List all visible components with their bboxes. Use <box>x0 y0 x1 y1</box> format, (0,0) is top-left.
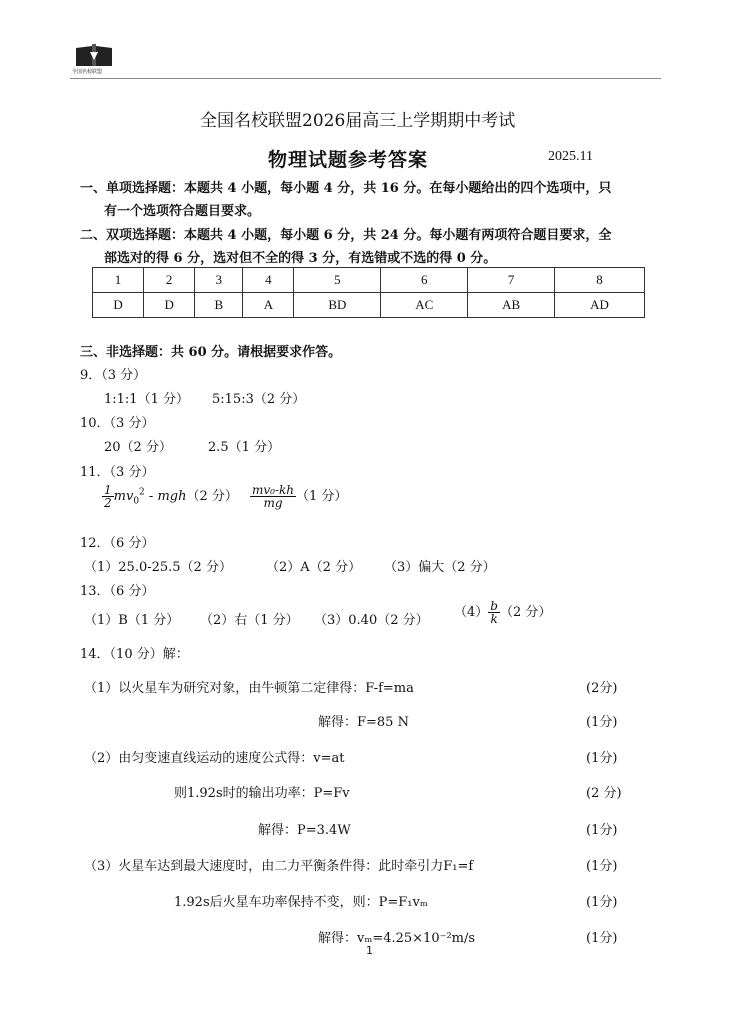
exam-title: 全国名校联盟2026届高三上学期期中考试 <box>200 111 516 131</box>
q14-step-score: (2 分) <box>586 786 622 801</box>
table-cell: 6 <box>381 268 468 293</box>
page-number: 1 <box>366 944 373 957</box>
q12-answer3: （3）偏大（2 分） <box>384 560 496 575</box>
q14-step-text: （1）以火星车为研究对象，由牛顿第二定律得：F-f=ma <box>84 681 414 696</box>
q9-answer2: 5:15:3（2 分） <box>212 392 306 407</box>
q14-label: 14．（10 分）解： <box>80 647 189 662</box>
table-cell: AB <box>468 293 555 318</box>
q14-step-score: (1分) <box>586 895 618 910</box>
table-row <box>93 293 645 318</box>
q10-label: 10．（3 分） <box>80 416 155 431</box>
section3-heading: 三、非选择题：共 60 分。请根据要求作答。 <box>80 345 342 360</box>
q10-answer2: 2.5（1 分） <box>208 440 281 455</box>
section1-line1: 一、单项选择题：本题共 4 小题，每小题 4 分，共 16 分。在每小题给出的四个选项中，只 <box>80 181 612 196</box>
answer-table <box>92 267 645 318</box>
table-cell: AC <box>381 293 468 318</box>
exam-date: 2025.11 <box>548 149 593 164</box>
q13-label: 13．（6 分） <box>80 584 155 599</box>
q14-step-score: (1分) <box>586 931 618 946</box>
q14-step-text: 1.92s后火星车功率保持不变，则：P=F₁vₘ <box>174 895 428 910</box>
q11-answer1: $\frac{1}{2}$ $mv_0^2 - mgh(2$ 分） <box>104 483 238 510</box>
q14-step-score: (1分) <box>586 859 618 874</box>
q9-label: 9．（3 分） <box>80 368 147 383</box>
q11-label: 11．（3 分） <box>80 465 155 480</box>
q13-answer3: （3）0.40（2 分） <box>314 613 429 628</box>
logo-text: 全国名校联盟 <box>72 69 103 75</box>
table-cell: 2 <box>144 268 195 293</box>
q14-step-text: 解得：P=3.4W <box>258 823 351 838</box>
section2-line2: 部选对的得 6 分，选对但不全的得 3 分，有选错或不选的得 0 分。 <box>104 251 497 266</box>
q14-step-text: 解得：F=85 N <box>318 715 409 730</box>
table-cell: 7 <box>468 268 555 293</box>
q12-answer1: （1）25.0-25.5（2 分） <box>84 560 232 575</box>
table-cell: D <box>93 293 144 318</box>
q14-step-text: 则1.92s时的输出功率：P=Fv <box>174 786 350 801</box>
q10-answer1: 20（2 分） <box>104 440 172 455</box>
table-row <box>93 268 645 293</box>
table-cell: 4 <box>243 268 294 293</box>
q14-step-score: (1分) <box>586 715 618 730</box>
table-cell: BD <box>294 293 381 318</box>
q14-step-score: (1分) <box>586 751 618 766</box>
q14-step-score: (1分) <box>586 823 618 838</box>
header-rule <box>70 78 661 79</box>
q9-answer1: 1:1:1（1 分） <box>104 392 189 407</box>
q13-answer1: （1）B（1 分） <box>84 613 180 628</box>
table-cell: 3 <box>195 268 243 293</box>
table-cell: D <box>144 293 195 318</box>
table-cell: B <box>195 293 243 318</box>
q12-label: 12．（6 分） <box>80 536 155 551</box>
q14-step-text: （3）火星车达到最大速度时，由二力平衡条件得：此时牵引力F₁=f <box>84 859 474 874</box>
table-cell: 5 <box>294 268 381 293</box>
table-cell: 1 <box>93 268 144 293</box>
q14-step-text: 解得：vₘ=4.25×10⁻²m/s <box>318 931 476 946</box>
answer-title: 物理试题参考答案 <box>268 149 429 171</box>
q13-answer2: （2）右（1 分） <box>200 613 299 628</box>
q14-step-text: （2）由匀变速直线运动的速度公式得：v=at <box>84 751 345 766</box>
table-cell: A <box>243 293 294 318</box>
q11-answer2: $\frac{\text{mv₀-kh}}{mg}$ （1 分） <box>252 483 348 510</box>
q14-step-score: (2分) <box>586 681 618 696</box>
q13-answer4: （4） $\frac{b}{k}$ （2 分） <box>454 599 552 626</box>
table-cell: AD <box>555 293 645 318</box>
table-cell: 8 <box>555 268 645 293</box>
section2-line1: 二、双项选择题：本题共 4 小题，每小题 6 分，共 24 分。每小题有两项符合题目要求，全 <box>80 228 612 243</box>
section1-line2: 有一个选项符合题目要求。 <box>104 204 261 219</box>
q12-answer2: （2）A（2 分） <box>266 560 362 575</box>
